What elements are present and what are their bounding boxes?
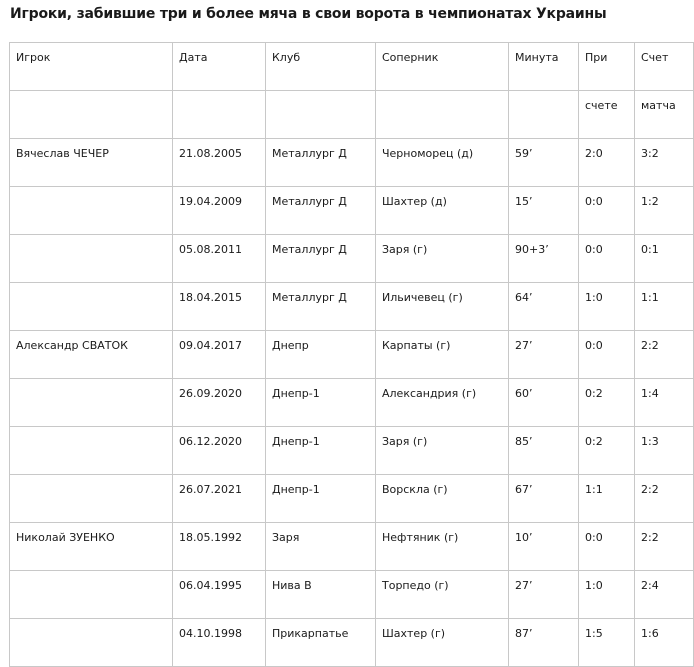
cell-minute: 67’	[509, 475, 579, 523]
cell-opponent: Заря (г)	[376, 235, 509, 283]
cell-final-score: 0:1	[635, 235, 694, 283]
cell-minute: 90+3’	[509, 235, 579, 283]
cell-opponent: Нефтяник (г)	[376, 523, 509, 571]
column-header-score-at-moment: При	[579, 43, 635, 91]
column-header-opponent: Соперник	[376, 43, 509, 91]
cell-opponent: Ильичевец (г)	[376, 283, 509, 331]
table-header-row	[10, 43, 694, 91]
cell-opponent: Заря (г)	[376, 427, 509, 475]
cell-player	[10, 283, 173, 331]
cell-date: 18.05.1992	[173, 523, 266, 571]
cell-date: 05.08.2011	[173, 235, 266, 283]
column-header-score-at-moment: счете	[579, 91, 635, 139]
table-header-row	[10, 91, 694, 139]
cell-club: Прикарпатье	[266, 619, 376, 667]
cell-score-at-moment: 0:0	[579, 187, 635, 235]
cell-club: Металлург Д	[266, 139, 376, 187]
cell-score-at-moment: 0:2	[579, 427, 635, 475]
cell-player	[10, 619, 173, 667]
page-title: Игроки, забившие три и более мяча в свои ворота в чемпионатах Украины	[10, 6, 607, 22]
cell-minute: 60’	[509, 379, 579, 427]
cell-player: Александр СВАТОК	[10, 331, 173, 379]
cell-final-score: 2:4	[635, 571, 694, 619]
cell-date: 18.04.2015	[173, 283, 266, 331]
cell-player	[10, 475, 173, 523]
cell-date: 21.08.2005	[173, 139, 266, 187]
column-header-club: Клуб	[266, 43, 376, 91]
cell-player	[10, 379, 173, 427]
cell-player	[10, 427, 173, 475]
cell-date: 19.04.2009	[173, 187, 266, 235]
table-row	[10, 475, 694, 523]
cell-minute: 59’	[509, 139, 579, 187]
column-header-final-score: матча	[635, 91, 694, 139]
cell-player	[10, 235, 173, 283]
cell-score-at-moment: 1:5	[579, 619, 635, 667]
column-header-final-score: Счет	[635, 43, 694, 91]
cell-score-at-moment: 0:0	[579, 523, 635, 571]
cell-final-score: 1:6	[635, 619, 694, 667]
cell-club: Днепр	[266, 331, 376, 379]
table-row	[10, 427, 694, 475]
cell-score-at-moment: 1:0	[579, 283, 635, 331]
cell-date: 09.04.2017	[173, 331, 266, 379]
cell-club: Металлург Д	[266, 187, 376, 235]
cell-club: Металлург Д	[266, 283, 376, 331]
cell-final-score: 2:2	[635, 523, 694, 571]
cell-score-at-moment: 0:0	[579, 331, 635, 379]
cell-opponent: Шахтер (д)	[376, 187, 509, 235]
table-row	[10, 139, 694, 187]
cell-final-score: 1:2	[635, 187, 694, 235]
cell-club: Днепр-1	[266, 475, 376, 523]
cell-score-at-moment: 0:0	[579, 235, 635, 283]
table-row	[10, 283, 694, 331]
cell-final-score: 2:2	[635, 331, 694, 379]
cell-minute: 27’	[509, 331, 579, 379]
cell-minute: 15’	[509, 187, 579, 235]
cell-player: Николай ЗУЕНКО	[10, 523, 173, 571]
cell-final-score: 3:2	[635, 139, 694, 187]
cell-score-at-moment: 0:2	[579, 379, 635, 427]
cell-minute: 85’	[509, 427, 579, 475]
cell-date: 04.10.1998	[173, 619, 266, 667]
table-row	[10, 235, 694, 283]
cell-opponent: Черноморец (д)	[376, 139, 509, 187]
cell-opponent: Карпаты (г)	[376, 331, 509, 379]
cell-date: 06.04.1995	[173, 571, 266, 619]
cell-minute: 64’	[509, 283, 579, 331]
cell-score-at-moment: 2:0	[579, 139, 635, 187]
column-header-minute: Минута	[509, 43, 579, 91]
cell-player	[10, 187, 173, 235]
column-header-date: Дата	[173, 43, 266, 91]
cell-final-score: 1:4	[635, 379, 694, 427]
table-row	[10, 571, 694, 619]
cell-score-at-moment: 1:0	[579, 571, 635, 619]
cell-final-score: 2:2	[635, 475, 694, 523]
table-row	[10, 523, 694, 571]
cell-final-score: 1:1	[635, 283, 694, 331]
cell-club: Нива В	[266, 571, 376, 619]
table-row	[10, 619, 694, 667]
cell-minute: 10’	[509, 523, 579, 571]
cell-opponent: Ворскла (г)	[376, 475, 509, 523]
cell-minute: 27’	[509, 571, 579, 619]
cell-club: Металлург Д	[266, 235, 376, 283]
cell-date: 06.12.2020	[173, 427, 266, 475]
cell-final-score: 1:3	[635, 427, 694, 475]
cell-club: Заря	[266, 523, 376, 571]
column-header-minute	[509, 91, 579, 139]
column-header-date	[173, 91, 266, 139]
cell-club: Днепр-1	[266, 379, 376, 427]
cell-opponent: Торпедо (г)	[376, 571, 509, 619]
column-header-opponent	[376, 91, 509, 139]
table-row	[10, 379, 694, 427]
cell-minute: 87’	[509, 619, 579, 667]
cell-player: Вячеслав ЧЕЧЕР	[10, 139, 173, 187]
cell-opponent: Шахтер (г)	[376, 619, 509, 667]
column-header-player: Игрок	[10, 43, 173, 91]
column-header-player	[10, 91, 173, 139]
own-goals-table	[9, 42, 694, 667]
cell-score-at-moment: 1:1	[579, 475, 635, 523]
cell-club: Днепр-1	[266, 427, 376, 475]
cell-player	[10, 571, 173, 619]
cell-opponent: Александрия (г)	[376, 379, 509, 427]
table-row	[10, 331, 694, 379]
table-row	[10, 187, 694, 235]
column-header-club	[266, 91, 376, 139]
cell-date: 26.07.2021	[173, 475, 266, 523]
cell-date: 26.09.2020	[173, 379, 266, 427]
